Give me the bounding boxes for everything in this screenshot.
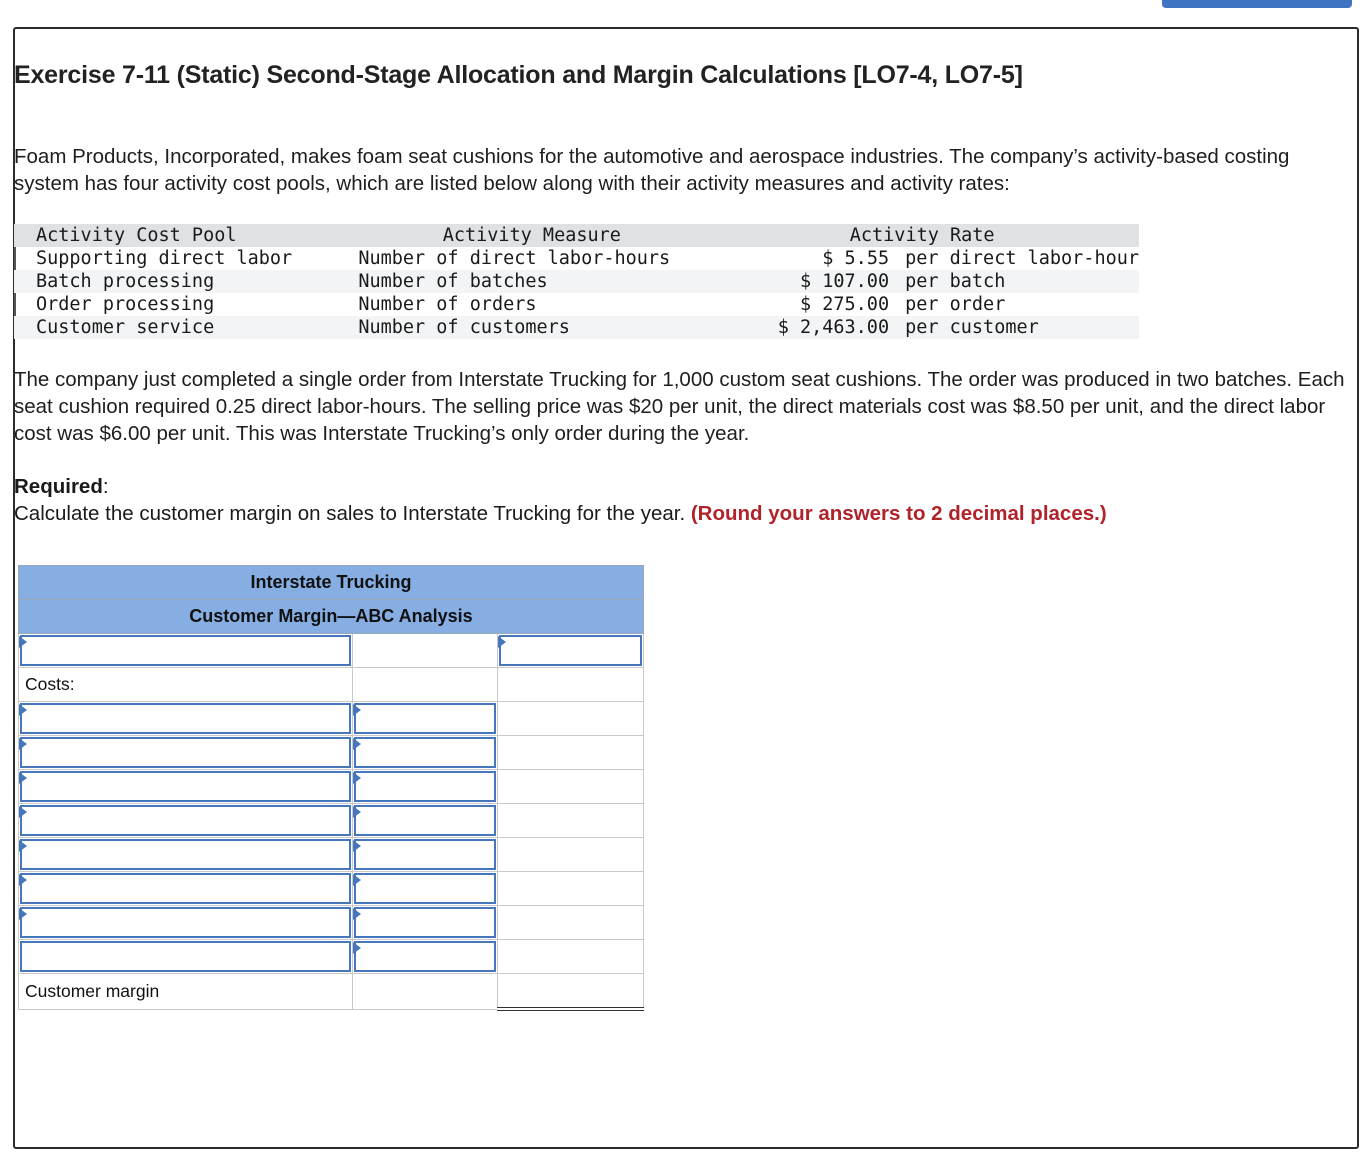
cost-amount-field[interactable] bbox=[356, 739, 495, 766]
empty-cell bbox=[498, 940, 644, 974]
cost-label-cell bbox=[19, 702, 353, 736]
cost-amount-field[interactable] bbox=[356, 807, 495, 834]
empty-cell bbox=[498, 906, 644, 940]
cost-label-field[interactable] bbox=[22, 807, 349, 834]
top-tab-indicator bbox=[1162, 0, 1352, 8]
header-activity-measure: Activity Measure bbox=[442, 225, 621, 246]
dropdown-arrow-icon bbox=[19, 908, 27, 920]
dropdown-arrow-icon bbox=[353, 908, 361, 920]
cost-label-cell bbox=[19, 770, 353, 804]
rounding-note: (Round your answers to 2 decimal places.) bbox=[690, 502, 1107, 525]
activity-measure: Number of direct labor-hours bbox=[358, 248, 671, 269]
sales-label-cell bbox=[19, 634, 353, 668]
sales-amount-cell bbox=[498, 634, 644, 668]
cost-label-field[interactable] bbox=[22, 841, 349, 868]
cost-amount-cell bbox=[352, 770, 498, 804]
dropdown-arrow-icon bbox=[353, 840, 361, 852]
activity-row bbox=[14, 316, 1139, 339]
cost-amount-field[interactable] bbox=[356, 705, 495, 732]
cost-label-cell bbox=[19, 940, 353, 974]
cost-amount-cell bbox=[352, 838, 498, 872]
cost-amount-cell bbox=[352, 804, 498, 838]
cost-amount-input[interactable] bbox=[354, 805, 497, 836]
cost-label-cell bbox=[19, 804, 353, 838]
activity-measure: Number of customers bbox=[358, 317, 570, 338]
dropdown-arrow-icon bbox=[19, 704, 27, 716]
required-text: Calculate the customer margin on sales to Interstate Trucking for the year. bbox=[14, 502, 686, 525]
cost-row bbox=[19, 838, 644, 872]
cost-amount-field[interactable] bbox=[356, 841, 495, 868]
intro-paragraph: Foam Products, Incorporated, makes foam seat cushions for the automotive and aerospace industries. The company’s activity-based costing system has four activity cost pools, which are listed below along with their activity measures and activity rates: bbox=[14, 145, 1290, 195]
activity-rate: $ 107.00 bbox=[799, 271, 890, 292]
empty-cell bbox=[498, 736, 644, 770]
activity-rate-unit: per order bbox=[905, 294, 1006, 315]
cost-label-cell bbox=[19, 872, 353, 906]
cost-row bbox=[19, 736, 644, 770]
cost-amount-input[interactable] bbox=[354, 771, 497, 802]
dropdown-arrow-icon bbox=[19, 840, 27, 852]
dropdown-arrow-icon bbox=[19, 772, 27, 784]
activity-measure: Number of orders bbox=[358, 294, 537, 315]
cost-amount-cell bbox=[352, 906, 498, 940]
empty-cell bbox=[498, 668, 644, 702]
activity-rate-unit: per batch bbox=[905, 271, 1006, 292]
scenario-paragraph: The company just completed a single order from Interstate Trucking for 1,000 custom seat cushions. The order was produced in two batches. Each seat cushion required 0.25 direct labor-hours. The selling price was $20 per unit, the direct materials cost was $8.50 per unit, and the direct labor cost was $6.00 per unit. This was Interstate Trucking’s only order during the year. bbox=[14, 368, 1345, 445]
required-instruction bbox=[14, 500, 1107, 527]
dropdown-arrow-icon bbox=[353, 942, 361, 954]
activity-rate: $ 275.00 bbox=[799, 294, 890, 315]
customer-margin-label: Customer margin bbox=[19, 974, 353, 1010]
cost-row bbox=[19, 906, 644, 940]
cost-amount-input[interactable] bbox=[354, 703, 497, 734]
cost-label-cell bbox=[19, 838, 353, 872]
empty-cell bbox=[352, 634, 498, 668]
cost-label-input[interactable] bbox=[20, 839, 351, 870]
dropdown-arrow-icon bbox=[353, 874, 361, 886]
answer-title-row bbox=[19, 600, 644, 634]
activity-table-header bbox=[14, 224, 1139, 247]
dropdown-arrow-icon bbox=[353, 738, 361, 750]
empty-cell bbox=[498, 838, 644, 872]
activity-pool: Batch processing bbox=[36, 271, 215, 292]
activity-row bbox=[14, 247, 1139, 270]
cost-amount-field[interactable] bbox=[356, 773, 495, 800]
cost-row bbox=[19, 702, 644, 736]
dropdown-arrow-icon bbox=[19, 636, 27, 648]
activity-rate: $ 2,463.00 bbox=[777, 317, 890, 338]
required-colon: : bbox=[102, 475, 109, 498]
cost-label-input[interactable] bbox=[20, 805, 351, 836]
cost-label-field[interactable] bbox=[22, 875, 349, 902]
empty-cell bbox=[498, 872, 644, 906]
cost-label-cell bbox=[19, 906, 353, 940]
activity-pool: Order processing bbox=[36, 294, 215, 315]
cost-amount-cell bbox=[352, 702, 498, 736]
sales-label-field[interactable] bbox=[22, 637, 349, 664]
cost-label-cell bbox=[19, 736, 353, 770]
cost-amount-input[interactable] bbox=[354, 873, 497, 904]
table-row bbox=[19, 634, 644, 668]
empty-cell bbox=[498, 702, 644, 736]
customer-margin-table bbox=[18, 565, 644, 1011]
empty-cell bbox=[498, 804, 644, 838]
cost-amount-field[interactable] bbox=[356, 875, 495, 902]
activity-rate-unit: per direct labor-hour bbox=[905, 248, 1139, 269]
cost-label-input[interactable] bbox=[20, 737, 351, 768]
cost-row bbox=[19, 940, 644, 974]
cost-amount-cell bbox=[352, 940, 498, 974]
dropdown-arrow-icon bbox=[19, 874, 27, 886]
sales-amount-input[interactable] bbox=[499, 635, 642, 666]
required-label: Required bbox=[14, 475, 103, 498]
cost-row bbox=[19, 770, 644, 804]
dropdown-arrow-icon bbox=[498, 636, 506, 648]
cost-amount-field[interactable] bbox=[356, 943, 495, 970]
activity-rate-table bbox=[14, 224, 1139, 339]
activity-row bbox=[14, 270, 1139, 293]
cost-amount-field[interactable] bbox=[356, 909, 495, 936]
cost-label-input[interactable] bbox=[20, 771, 351, 802]
header-activity-rate: Activity Rate bbox=[849, 225, 995, 246]
sales-amount-field[interactable] bbox=[501, 637, 640, 664]
cost-label-field[interactable] bbox=[22, 705, 349, 732]
cost-label-field[interactable] bbox=[22, 943, 349, 970]
cost-amount-cell bbox=[352, 736, 498, 770]
activity-row bbox=[14, 293, 1139, 316]
cost-row bbox=[19, 872, 644, 906]
answer-title-company: Interstate Trucking bbox=[19, 566, 644, 600]
table-row bbox=[19, 668, 644, 702]
header-activity-cost-pool: Activity Cost Pool bbox=[36, 225, 237, 246]
empty-cell bbox=[498, 770, 644, 804]
activity-rate: $ 5.55 bbox=[822, 248, 890, 269]
activity-pool: Supporting direct labor bbox=[36, 248, 293, 269]
activity-measure: Number of batches bbox=[358, 271, 548, 292]
cost-row bbox=[19, 804, 644, 838]
cost-amount-input[interactable] bbox=[354, 839, 497, 870]
cost-label-input[interactable] bbox=[20, 703, 351, 734]
cost-label-input[interactable] bbox=[20, 873, 351, 904]
dropdown-arrow-icon bbox=[353, 772, 361, 784]
dropdown-arrow-icon bbox=[19, 806, 27, 818]
answer-title-analysis: Customer Margin—ABC Analysis bbox=[19, 600, 644, 634]
cost-label-input[interactable] bbox=[20, 941, 351, 972]
cost-label-field[interactable] bbox=[22, 773, 349, 800]
empty-cell bbox=[352, 974, 498, 1010]
activity-rate-unit: per customer bbox=[905, 317, 1039, 338]
customer-margin-amount-cell[interactable] bbox=[498, 974, 644, 1010]
dropdown-arrow-icon bbox=[19, 738, 27, 750]
cost-label-field[interactable] bbox=[22, 909, 349, 936]
table-row bbox=[19, 974, 644, 1010]
cost-amount-input[interactable] bbox=[354, 737, 497, 768]
cost-amount-input[interactable] bbox=[354, 907, 497, 938]
cost-amount-cell bbox=[352, 872, 498, 906]
exercise-title: Exercise 7-11 (Static) Second-Stage Allocation and Margin Calculations [LO7-4, LO7-5] bbox=[14, 61, 1023, 89]
dropdown-arrow-icon bbox=[353, 704, 361, 716]
required-heading bbox=[14, 473, 109, 500]
sales-label-input[interactable] bbox=[20, 635, 351, 666]
cost-label-input[interactable] bbox=[20, 907, 351, 938]
cost-label-field[interactable] bbox=[22, 739, 349, 766]
cost-amount-input[interactable] bbox=[354, 941, 497, 972]
costs-label: Costs: bbox=[19, 668, 353, 702]
empty-cell bbox=[352, 668, 498, 702]
answer-title-row bbox=[19, 566, 644, 600]
dropdown-arrow-icon bbox=[353, 806, 361, 818]
activity-pool: Customer service bbox=[36, 317, 215, 338]
